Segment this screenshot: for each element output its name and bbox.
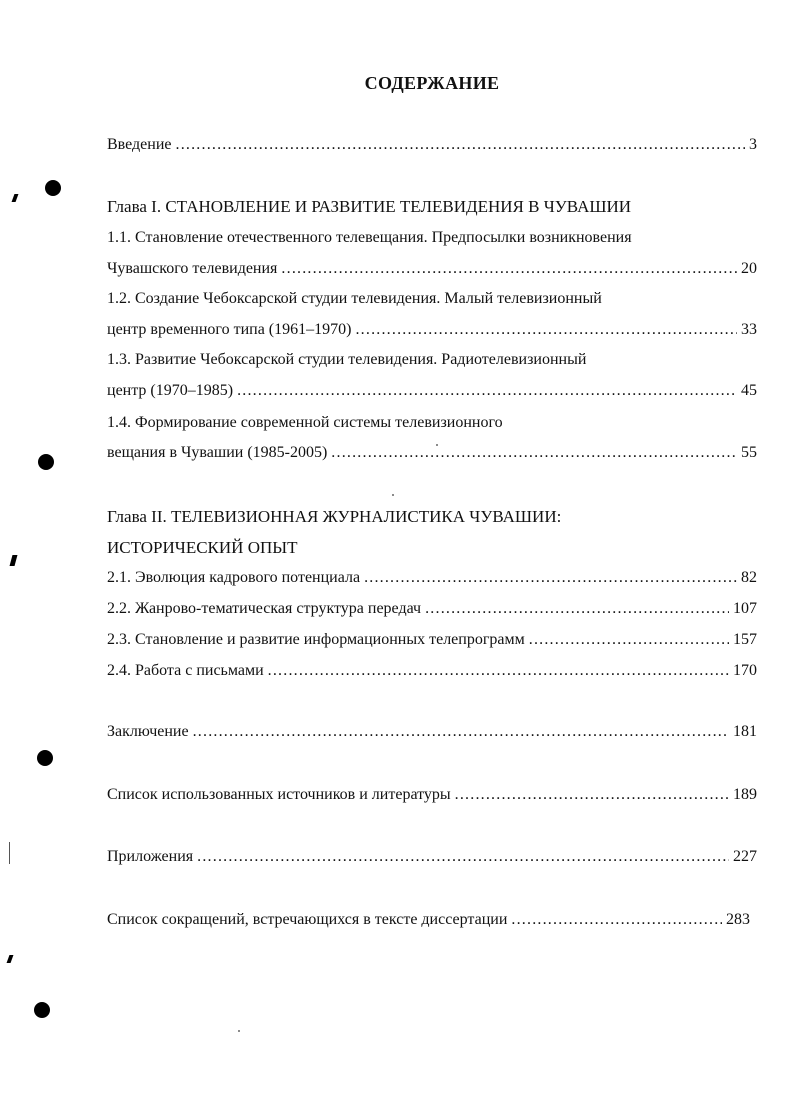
page-title: СОДЕРЖАНИЕ bbox=[364, 73, 500, 93]
dot-leader bbox=[193, 721, 729, 743]
chapter-2-heading-line1[interactable]: Глава II. ТЕЛЕВИЗИОННАЯ ЖУРНАЛИСТИКА ЧУВАШИИ: bbox=[107, 507, 562, 526]
dot-leader bbox=[237, 380, 737, 402]
toc-entry-page: 227 bbox=[733, 848, 757, 865]
punch-hole bbox=[38, 454, 54, 470]
toc-entry-label: 2.3. Становление и развитие информационных телепрограмм bbox=[107, 631, 525, 648]
toc-entry-label: Заключение bbox=[107, 723, 189, 740]
toc-entry-section-2-1[interactable] bbox=[107, 567, 757, 589]
speck bbox=[238, 1030, 240, 1032]
chapter-2-heading-line2[interactable]: ИСТОРИЧЕСКИЙ ОПЫТ bbox=[107, 538, 298, 557]
section-1-4-line1[interactable]: 1.4. Формирование современной системы телевизионного bbox=[107, 414, 503, 431]
toc-entry-page: 82 bbox=[741, 569, 757, 586]
toc-entry-abbreviations[interactable] bbox=[107, 909, 750, 931]
toc-entry-page: 55 bbox=[741, 444, 757, 461]
scan-mark bbox=[7, 955, 14, 963]
dot-leader bbox=[268, 660, 729, 682]
toc-entry-page: 170 bbox=[733, 662, 757, 679]
punch-hole bbox=[45, 180, 61, 196]
toc-entry-page: 20 bbox=[741, 260, 757, 277]
toc-entry-conclusion[interactable] bbox=[107, 721, 757, 743]
toc-entry-label: Список использованных источников и литературы bbox=[107, 786, 451, 803]
toc-entry-label: 2.2. Жанрово-тематическая структура передач bbox=[107, 600, 422, 617]
toc-entry-appendices[interactable] bbox=[107, 846, 757, 868]
toc-entry-sources[interactable] bbox=[107, 784, 757, 806]
toc-entry-label: центр (1970–1985) bbox=[107, 382, 234, 399]
toc-entry-page: 157 bbox=[733, 631, 757, 648]
toc-entry-label: вещания в Чувашии (1985-2005) bbox=[107, 444, 328, 461]
chapter-1-heading[interactable]: Глава I. СТАНОВЛЕНИЕ И РАЗВИТИЕ ТЕЛЕВИДЕНИЯ В ЧУВАШИИ bbox=[107, 197, 632, 216]
toc-entry-section-2-4[interactable] bbox=[107, 660, 757, 682]
toc-entry-label: Чувашского телевидения bbox=[107, 260, 278, 277]
speck bbox=[392, 494, 394, 496]
punch-hole bbox=[34, 1002, 50, 1018]
dot-leader bbox=[331, 442, 737, 464]
toc-entry-page: 181 bbox=[733, 723, 757, 740]
toc-entry-label: Введение bbox=[107, 136, 172, 153]
toc-entry-section-2-3[interactable] bbox=[107, 629, 757, 651]
toc-entry-page: 189 bbox=[733, 786, 757, 803]
toc-entry-label: Приложения bbox=[107, 848, 194, 865]
dot-leader bbox=[364, 567, 737, 589]
toc-entry-page: 45 bbox=[741, 382, 757, 399]
scan-mark bbox=[12, 194, 19, 202]
toc-entry-section-1-2[interactable] bbox=[107, 319, 757, 341]
toc-entry-section-1-4[interactable] bbox=[107, 442, 757, 464]
toc-entry-section-2-2[interactable] bbox=[107, 598, 757, 620]
toc-entry-section-1-1[interactable] bbox=[107, 258, 757, 280]
toc-entry-section-1-3[interactable] bbox=[107, 380, 757, 402]
toc-entry-label: центр временного типа (1961–1970) bbox=[107, 321, 352, 338]
toc-entry-label: 2.1. Эволюция кадрового потенциала bbox=[107, 569, 361, 586]
dot-leader bbox=[197, 846, 729, 868]
dot-leader bbox=[176, 134, 746, 156]
toc-entry-page: 3 bbox=[749, 136, 757, 153]
toc-entry-intro[interactable] bbox=[107, 134, 757, 156]
dot-leader bbox=[511, 909, 722, 931]
section-1-1-line1[interactable]: 1.1. Становление отечественного телевещания. Предпосылки возникновения bbox=[107, 229, 632, 246]
section-1-2-line1[interactable]: 1.2. Создание Чебоксарской студии телевидения. Малый телевизионный bbox=[107, 290, 602, 307]
toc-entry-label: Список сокращений, встречающихся в тексте диссертации bbox=[107, 911, 508, 928]
dot-leader bbox=[281, 258, 737, 280]
dot-leader bbox=[355, 319, 737, 341]
toc-entry-page: 33 bbox=[741, 321, 757, 338]
toc-entry-page: 283 bbox=[726, 911, 750, 928]
dot-leader bbox=[529, 629, 729, 651]
section-1-3-line1[interactable]: 1.3. Развитие Чебоксарской студии телевидения. Радиотелевизионный bbox=[107, 351, 587, 368]
dot-leader bbox=[455, 784, 729, 806]
scan-mark bbox=[10, 555, 18, 566]
scan-mark bbox=[9, 842, 10, 864]
toc-entry-page: 107 bbox=[733, 600, 757, 617]
dot-leader bbox=[425, 598, 729, 620]
punch-hole bbox=[37, 750, 53, 766]
toc-entry-label: 2.4. Работа с письмами bbox=[107, 662, 264, 679]
